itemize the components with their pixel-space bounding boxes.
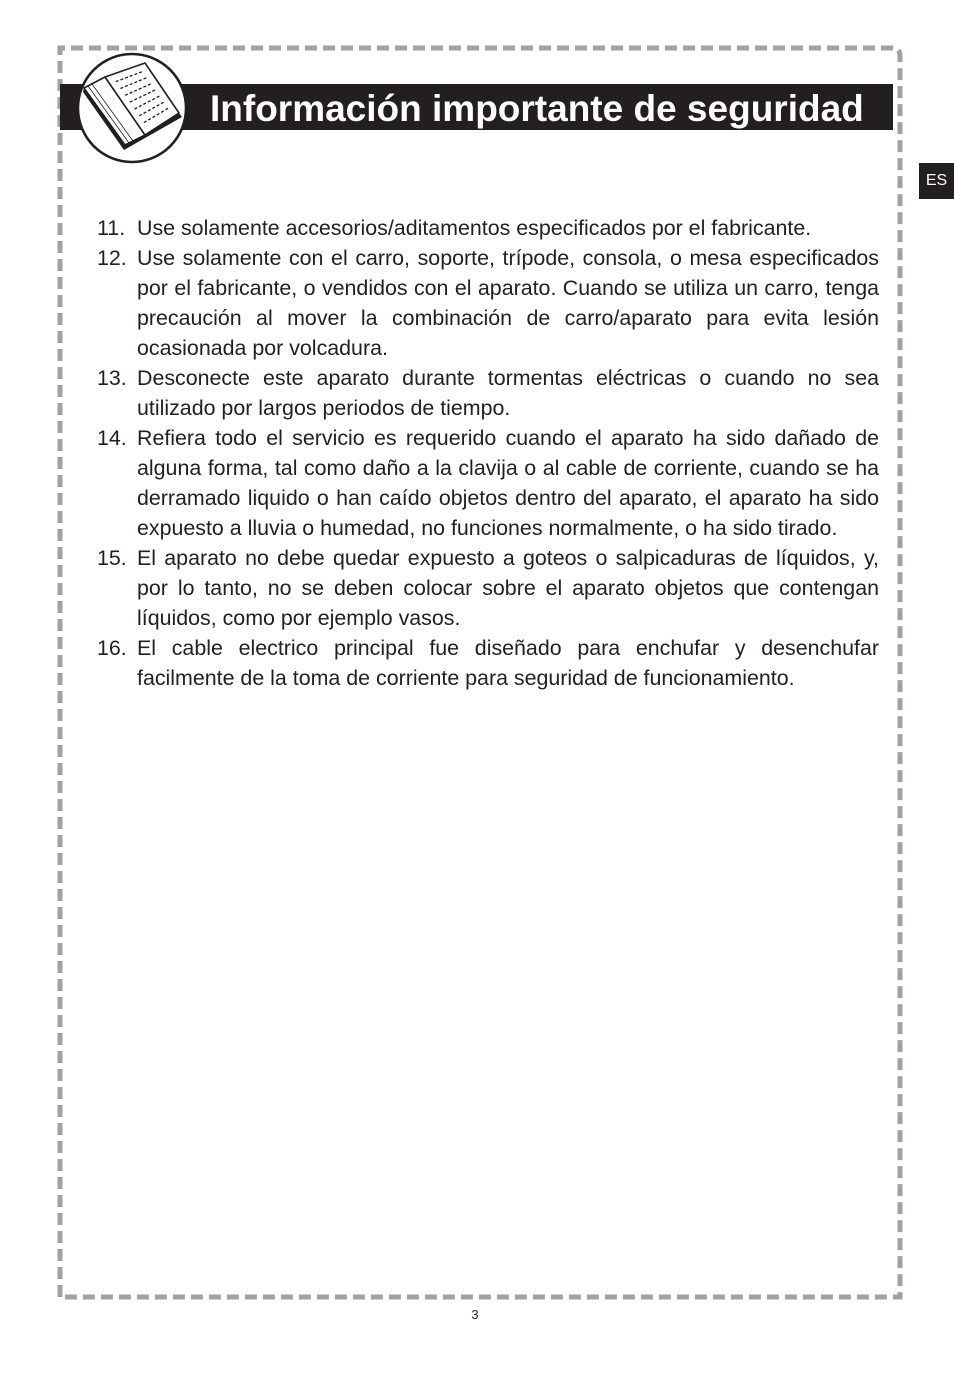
page-title: Información importante de seguridad [210, 88, 864, 129]
language-tab-label: ES [925, 172, 948, 189]
item-number: 11. [97, 216, 126, 240]
item-text: El cable electrico principal fue diseñado para enchufar y desenchufar facilmente de la toma de corriente para seguridad de funcionamiento. [137, 636, 879, 690]
item-number: 16. [97, 636, 127, 660]
item-number: 15. [97, 546, 127, 570]
safety-item [97, 243, 879, 363]
safety-item [97, 543, 879, 633]
item-text: Use solamente accesorios/aditamentos especificados por el fabricante. [137, 216, 812, 240]
safety-item [97, 633, 879, 693]
page-number: 3 [471, 1307, 479, 1322]
item-number: 14. [97, 426, 127, 450]
safety-item [97, 213, 879, 243]
item-text: Refiera todo el servicio es requerido cuando el aparato ha sido dañado de alguna forma, tal como daño a la clavija o al cable de corriente, cuando se ha derramado liquido o han caído objetos dentro del aparato, el aparato ha sido expuesto a lluvia o humedad, no funciones normalmente, o ha sido tirado. [137, 426, 879, 540]
safety-list [97, 213, 879, 693]
open-book-icon [75, 51, 189, 165]
safety-item [97, 363, 879, 423]
item-number: 12. [97, 246, 127, 270]
safety-item [97, 423, 879, 543]
language-tab [919, 163, 954, 199]
item-text: El aparato no debe quedar expuesto a goteos o salpicaduras de líquidos, y, por lo tanto, no se deben colocar sobre el aparato objetos que contengan líquidos, como por ejemplo vasos. [137, 546, 879, 630]
item-text: Use solamente con el carro, soporte, trípode, consola, o mesa especificados por el fabricante, o vendidos con el aparato. Cuando se utiliza un carro, tenga precaución al mover la combinación de carro/aparato para evita lesión ocasionada por volcadura. [137, 246, 879, 360]
item-text: Desconecte este aparato durante tormentas eléctricas o cuando no sea utilizado por largos periodos de tiempo. [137, 366, 879, 420]
item-number: 13. [97, 366, 127, 390]
